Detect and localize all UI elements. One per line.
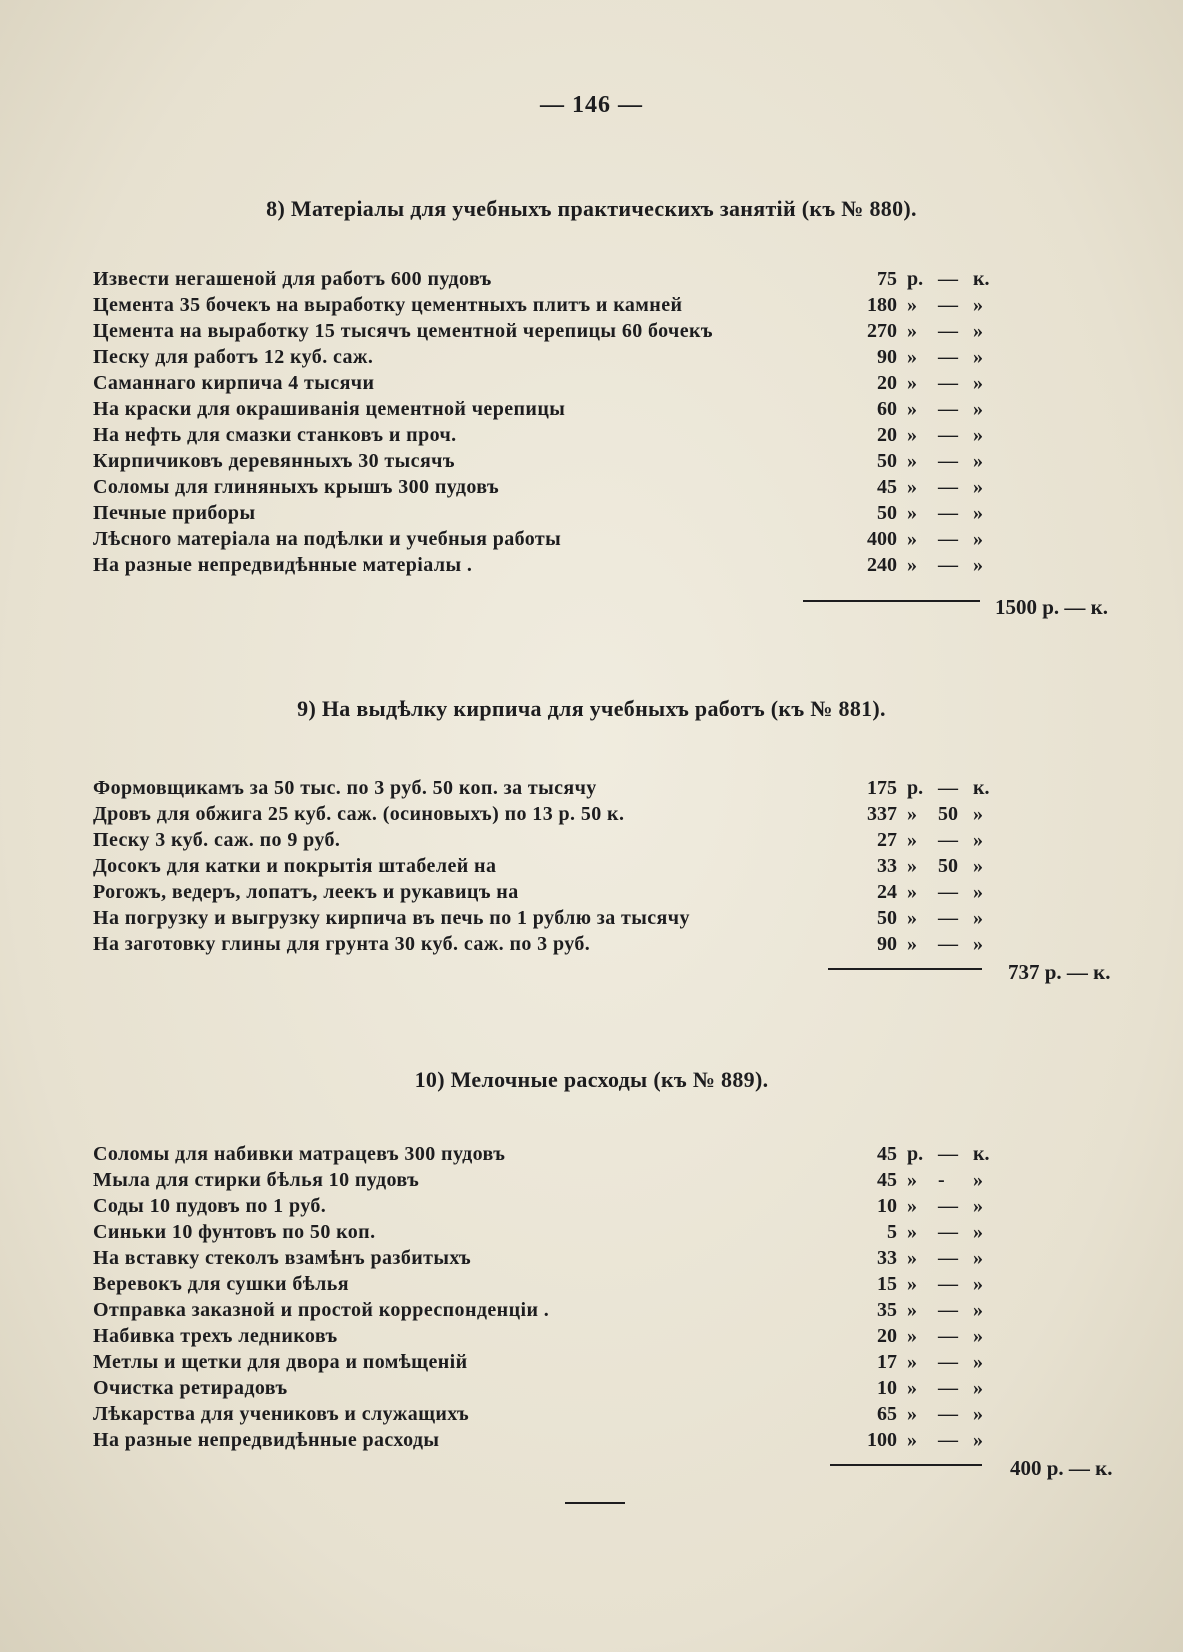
item-dash: — — [938, 829, 958, 851]
item-dash: — — [938, 881, 958, 903]
table-row — [93, 1219, 1093, 1245]
item-amount: 20 — [877, 1325, 897, 1347]
item-dash: — — [938, 1143, 958, 1165]
item-amount: 45 — [877, 1169, 897, 1191]
table-row — [93, 931, 1093, 957]
item-unit: » — [907, 881, 917, 903]
item-dash: — — [938, 907, 958, 929]
item-description: Набивка трехъ ледниковъ — [93, 1325, 338, 1347]
item-amount: 90 — [877, 346, 897, 368]
item-dash: — — [938, 1403, 958, 1425]
item-description: На вставку стеколъ взамѣнъ разбитыхъ — [93, 1247, 472, 1269]
item-kopeck: » — [973, 1325, 983, 1347]
item-unit: » — [907, 829, 917, 851]
table-row — [93, 370, 1093, 396]
item-dash: — — [938, 398, 958, 420]
item-dash: - — [938, 1169, 945, 1191]
table-row — [93, 1193, 1093, 1219]
item-kopeck: » — [973, 803, 983, 825]
item-unit: » — [907, 1169, 917, 1191]
item-description: Соломы для глиняныхъ крышъ 300 пудовъ — [93, 476, 500, 498]
item-amount: 33 — [877, 1247, 897, 1269]
item-amount: 33 — [877, 855, 897, 877]
item-description: Лѣкарства для учениковъ и служащихъ — [93, 1403, 470, 1425]
item-description: Рогожъ, ведеръ, лопатъ, леекъ и рукавицъ на — [93, 881, 519, 903]
item-kopeck: » — [973, 294, 983, 316]
item-dash: — — [938, 1377, 958, 1399]
item-kopeck: » — [973, 476, 983, 498]
item-dash: — — [938, 528, 958, 550]
item-amount: 35 — [877, 1299, 897, 1321]
item-dash: — — [938, 502, 958, 524]
item-amount: 10 — [877, 1377, 897, 1399]
item-amount: 5 — [887, 1221, 897, 1243]
table-row — [93, 1167, 1093, 1193]
item-description: На краски для окрашиванія цементной черепицы — [93, 398, 566, 420]
item-unit: » — [907, 933, 917, 955]
item-kopeck: » — [973, 855, 983, 877]
end-rule — [565, 1502, 625, 1504]
table-row — [93, 1141, 1093, 1167]
item-dash: 50 — [938, 803, 958, 825]
item-unit: » — [907, 1351, 917, 1373]
item-description: Кирпичиковъ деревянныхъ 30 тысячъ — [93, 450, 455, 472]
table-row — [93, 879, 1093, 905]
item-description: Лѣсного матеріала на подѣлки и учебныя работы — [93, 528, 562, 550]
item-amount: 17 — [877, 1351, 897, 1373]
item-dash: — — [938, 554, 958, 576]
item-amount: 45 — [877, 476, 897, 498]
item-amount: 90 — [877, 933, 897, 955]
item-kopeck: » — [973, 1273, 983, 1295]
table-row — [93, 266, 1093, 292]
page-number: — 146 — — [540, 92, 643, 118]
item-unit: » — [907, 1195, 917, 1217]
item-kopeck: » — [973, 554, 983, 576]
sum-rule — [830, 1464, 982, 1466]
table-row — [93, 1245, 1093, 1271]
item-description: Отправка заказной и простой корреспонденціи . — [93, 1299, 550, 1321]
item-dash: — — [938, 1351, 958, 1373]
item-kopeck: » — [973, 881, 983, 903]
item-description: На погрузку и выгрузку кирпича въ печь по 1 рублю за тысячу — [93, 907, 690, 929]
item-amount: 270 — [867, 320, 897, 342]
section-total: 737 р. — к. — [1008, 960, 1111, 984]
section-heading-9: 9) На выдѣлку кирпича для учебныхъ работъ (къ № 881). — [297, 696, 886, 721]
item-unit: » — [907, 1403, 917, 1425]
table-row — [93, 1323, 1093, 1349]
item-description: Формовщикамъ за 50 тыс. по 3 руб. 50 коп. за тысячу — [93, 777, 597, 799]
item-description: Досокъ для катки и покрытія штабелей на — [93, 855, 497, 877]
item-unit: » — [907, 398, 917, 420]
item-kopeck: » — [973, 1377, 983, 1399]
item-description: Песку для работъ 12 куб. саж. — [93, 346, 374, 368]
item-description: Синьки 10 фунтовъ по 50 коп. — [93, 1221, 376, 1243]
item-dash: — — [938, 294, 958, 316]
item-description: Метлы и щетки для двора и помѣщеній — [93, 1351, 468, 1373]
table-row — [93, 318, 1093, 344]
section-heading-8: 8) Матеріалы для учебныхъ практическихъ занятій (къ № 880). — [266, 196, 917, 221]
item-kopeck: » — [973, 450, 983, 472]
table-row — [93, 1297, 1093, 1323]
table-row — [93, 448, 1093, 474]
item-amount: 75 — [877, 268, 897, 290]
item-unit: » — [907, 372, 917, 394]
item-kopeck: » — [973, 1351, 983, 1373]
table-row — [93, 1349, 1093, 1375]
item-unit: » — [907, 1299, 917, 1321]
table-row — [93, 344, 1093, 370]
item-description: Цемента 35 бочекъ на выработку цементныхъ плитъ и камней — [93, 294, 683, 316]
item-kopeck: » — [973, 346, 983, 368]
item-unit: » — [907, 294, 917, 316]
item-amount: 240 — [867, 554, 897, 576]
sum-rule — [828, 968, 982, 970]
item-unit: » — [907, 1273, 917, 1295]
item-unit: р. — [907, 1143, 924, 1165]
sum-rule — [803, 600, 980, 602]
item-unit: » — [907, 320, 917, 342]
item-unit: » — [907, 476, 917, 498]
item-dash: — — [938, 450, 958, 472]
item-unit: » — [907, 907, 917, 929]
item-kopeck: » — [973, 1429, 983, 1451]
table-row — [93, 827, 1093, 853]
table-row — [93, 292, 1093, 318]
item-amount: 15 — [877, 1273, 897, 1295]
item-kopeck: » — [973, 398, 983, 420]
table-row — [93, 801, 1093, 827]
item-amount: 65 — [877, 1403, 897, 1425]
item-amount: 10 — [877, 1195, 897, 1217]
item-amount: 175 — [867, 777, 897, 799]
item-dash: — — [938, 1325, 958, 1347]
item-description: Песку 3 куб. саж. по 9 руб. — [93, 829, 341, 851]
item-unit: р. — [907, 777, 924, 799]
item-amount: 100 — [867, 1429, 897, 1451]
item-unit: р. — [907, 268, 924, 290]
table-row — [93, 1401, 1093, 1427]
item-description: Печные приборы — [93, 502, 256, 524]
item-kopeck: » — [973, 1221, 983, 1243]
item-description: Цемента на выработку 15 тысячъ цементной черепицы 60 бочекъ — [93, 320, 713, 342]
table-row — [93, 474, 1093, 500]
item-kopeck: » — [973, 372, 983, 394]
item-amount: 45 — [877, 1143, 897, 1165]
item-dash: — — [938, 1195, 958, 1217]
item-amount: 60 — [877, 398, 897, 420]
item-kopeck: » — [973, 829, 983, 851]
item-dash: — — [938, 1273, 958, 1295]
item-description: Саманнаго кирпича 4 тысячи — [93, 372, 375, 394]
item-kopeck: » — [973, 528, 983, 550]
item-unit: » — [907, 1429, 917, 1451]
table-row — [93, 1427, 1093, 1453]
item-unit: » — [907, 424, 917, 446]
item-kopeck: к. — [973, 268, 990, 290]
item-description: На разные непредвидѣнные матеріалы . — [93, 554, 473, 576]
item-dash: — — [938, 933, 958, 955]
item-description: Извести негашеной для работъ 600 пудовъ — [93, 268, 492, 290]
item-description: Веревокъ для сушки бѣлья — [93, 1273, 349, 1295]
item-dash: 50 — [938, 855, 958, 877]
item-description: Соды 10 пудовъ по 1 руб. — [93, 1195, 327, 1217]
item-dash: — — [938, 476, 958, 498]
table-row — [93, 500, 1093, 526]
item-dash: — — [938, 346, 958, 368]
item-description: Очистка ретирадовъ — [93, 1377, 288, 1399]
item-amount: 337 — [867, 803, 897, 825]
item-unit: » — [907, 450, 917, 472]
item-amount: 50 — [877, 907, 897, 929]
item-description: Дровъ для обжига 25 куб. саж. (осиновыхъ) по 13 р. 50 к. — [93, 803, 625, 825]
table-row — [93, 775, 1093, 801]
item-unit: » — [907, 1221, 917, 1243]
table-row — [93, 853, 1093, 879]
item-kopeck: » — [973, 1403, 983, 1425]
item-description: На разные непредвидѣнные расходы — [93, 1429, 440, 1451]
item-dash: — — [938, 1247, 958, 1269]
item-dash: — — [938, 1429, 958, 1451]
table-row — [93, 526, 1093, 552]
table-row — [93, 905, 1093, 931]
item-description: Мыла для стирки бѣлья 10 пудовъ — [93, 1169, 420, 1191]
item-unit: » — [907, 855, 917, 877]
item-unit: » — [907, 1377, 917, 1399]
item-kopeck: » — [973, 1169, 983, 1191]
item-kopeck: » — [973, 502, 983, 524]
item-unit: » — [907, 1325, 917, 1347]
item-unit: » — [907, 803, 917, 825]
item-dash: — — [938, 1299, 958, 1321]
item-amount: 400 — [867, 528, 897, 550]
item-description: Соломы для набивки матрацевъ 300 пудовъ — [93, 1143, 506, 1165]
item-unit: » — [907, 1247, 917, 1269]
item-dash: — — [938, 1221, 958, 1243]
item-amount: 180 — [867, 294, 897, 316]
item-kopeck: » — [973, 424, 983, 446]
item-kopeck: » — [973, 1247, 983, 1269]
item-unit: » — [907, 346, 917, 368]
item-kopeck: к. — [973, 777, 990, 799]
table-row — [93, 396, 1093, 422]
item-amount: 20 — [877, 424, 897, 446]
table-row — [93, 1271, 1093, 1297]
table-row — [93, 422, 1093, 448]
item-amount: 27 — [877, 829, 897, 851]
section-total: 400 р. — к. — [1010, 1456, 1113, 1480]
section-heading-10: 10) Мелочные расходы (къ № 889). — [414, 1067, 769, 1092]
item-amount: 50 — [877, 450, 897, 472]
item-unit: » — [907, 528, 917, 550]
item-kopeck: к. — [973, 1143, 990, 1165]
item-kopeck: » — [973, 1195, 983, 1217]
item-unit: » — [907, 554, 917, 576]
item-kopeck: » — [973, 933, 983, 955]
item-kopeck: » — [973, 320, 983, 342]
item-kopeck: » — [973, 1299, 983, 1321]
item-unit: » — [907, 502, 917, 524]
table-row — [93, 552, 1093, 578]
table-row — [93, 1375, 1093, 1401]
item-dash: — — [938, 268, 958, 290]
item-kopeck: » — [973, 907, 983, 929]
item-dash: — — [938, 320, 958, 342]
item-description: На заготовку глины для грунта 30 куб. саж. по 3 руб. — [93, 933, 591, 955]
item-description: На нефть для смазки станковъ и проч. — [93, 424, 457, 446]
item-dash: — — [938, 777, 958, 799]
item-amount: 20 — [877, 372, 897, 394]
item-amount: 50 — [877, 502, 897, 524]
item-amount: 24 — [877, 881, 897, 903]
item-dash: — — [938, 424, 958, 446]
item-dash: — — [938, 372, 958, 394]
section-total: 1500 р. — к. — [995, 595, 1109, 619]
